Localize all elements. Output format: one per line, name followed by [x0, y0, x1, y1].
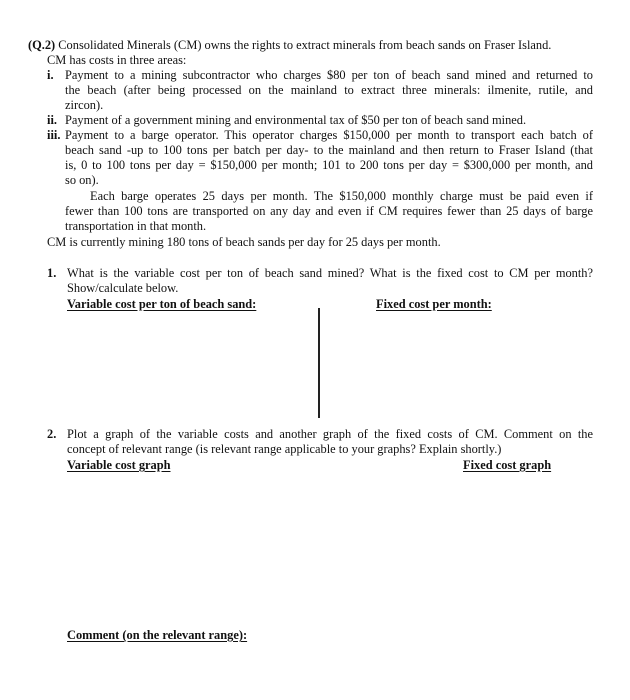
item-ii-line-1: Payment of a government mining and environmental tax of $50 per ton of beach sand mined.: [65, 113, 527, 127]
item-iii-line-2: beach sand -up to 100 tons per batch per day- to the mainland and then return to Fraser Island (that: [65, 143, 593, 157]
variable-cost-graph-heading: Variable cost graph: [67, 458, 171, 472]
comment-heading: Comment (on the relevant range):: [67, 628, 248, 642]
item-iii-line-3: is, 0 to 100 tons per day = $150,000 per month; 101 to 200 tons per day = $300,000 per month, and: [65, 158, 593, 172]
item-i-line-3: zircon).: [65, 98, 104, 112]
part1-line-1: What is the variable cost per ton of beach sand mined? What is the fixed cost to CM per month?: [67, 266, 593, 280]
intro-line-1: Consolidated Minerals (CM) owns the rights to extract minerals from beach sands on Fraser Island.: [58, 38, 552, 52]
question-intro: [28, 38, 551, 53]
item-marker-iii: iii.: [47, 128, 61, 142]
part2-line-2: concept of relevant range (is relevant range applicable to your graphs? Explain shortly.): [67, 442, 502, 456]
part1-line-2: Show/calculate below.: [67, 281, 179, 295]
barge-note-line-3: transportation in that month.: [65, 219, 207, 233]
part2-line-1: Plot a graph of the variable costs and another graph of the fixed costs of CM. Comment on the: [67, 427, 593, 441]
intro-line-2: CM has costs in three areas:: [47, 53, 187, 67]
fixed-cost-graph-heading: Fixed cost graph: [463, 458, 552, 472]
item-i-line-2: the beach (after being processed on the mainland to extract three minerals: ilmenite, rutile, and: [65, 83, 593, 97]
question-number: (Q.2): [28, 38, 56, 52]
barge-note-line-2: fewer than 100 tons are transported on any day and even if CM requires fewer than 25 days of barge: [65, 204, 593, 218]
item-marker-ii: ii.: [47, 113, 57, 127]
current-mining: CM is currently mining 180 tons of beach sands per day for 25 days per month.: [47, 235, 441, 249]
item-iii-line-1: Payment to a barge operator. This operator charges $150,000 per month to transport each batch of: [65, 128, 593, 142]
part2-number: 2.: [47, 427, 57, 441]
part1-number: 1.: [47, 266, 57, 280]
variable-cost-heading: Variable cost per ton of beach sand:: [67, 297, 257, 311]
item-marker-i: i.: [47, 68, 54, 82]
barge-note-line-1: Each barge operates 25 days per month. The $150,000 monthly charge must be paid even if: [90, 189, 593, 203]
answer-divider: [318, 308, 320, 418]
item-i-line-1: Payment to a mining subcontractor who charges $80 per ton of beach sand mined and returned to: [65, 68, 593, 82]
fixed-cost-heading: Fixed cost per month:: [376, 297, 492, 311]
item-iii-line-4: so on).: [65, 173, 99, 187]
